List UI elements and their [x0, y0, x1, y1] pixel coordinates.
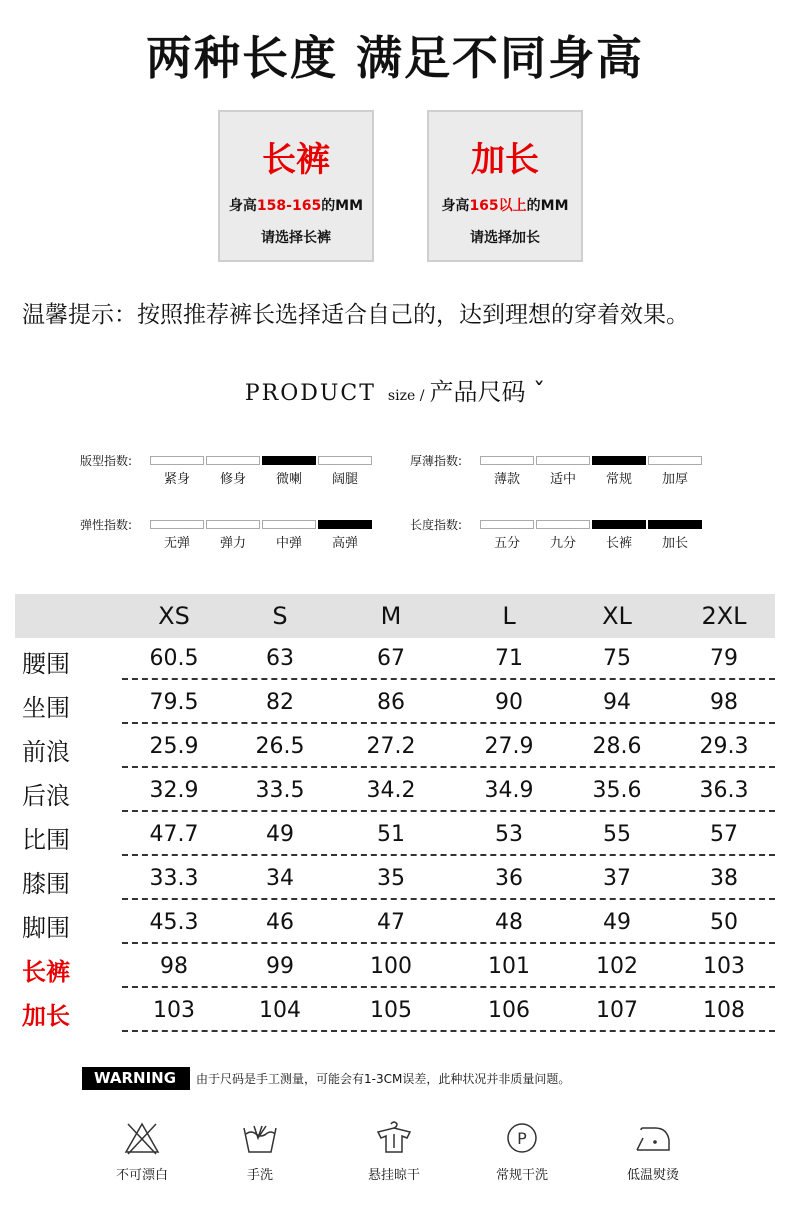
indicator-segment [592, 456, 646, 465]
table-cell: 36 [495, 866, 523, 891]
row-label: 长裤 [22, 958, 70, 986]
card-title: 加长 [471, 140, 539, 180]
table-cell: 45.3 [149, 910, 199, 935]
warning-text: 由于尺码是手工测量，可能会有1-3CM误差，此种状况并非质量问题。 [196, 1072, 571, 1086]
indicator-option: 无弹 [163, 536, 190, 551]
table-cell: 94 [603, 690, 631, 715]
table-cell: 32.9 [149, 778, 199, 803]
card-choice-line: 请选择加长 [470, 230, 540, 246]
table-cell: 49 [603, 910, 631, 935]
indicator-option: 阔腿 [331, 472, 358, 487]
table-cell: 104 [259, 998, 301, 1023]
warning-note [82, 1067, 570, 1090]
table-cell: 103 [153, 998, 195, 1023]
headline: 两种长度 满足不同身高 [145, 31, 644, 85]
indicator-option: 修身 [219, 472, 246, 487]
care-no-bleach: 不可漂白 [87, 1120, 197, 1183]
indicator-option: 薄款 [493, 472, 520, 487]
card-title: 长裤 [262, 140, 330, 180]
row-divider [122, 942, 775, 944]
indicator-option: 弹力 [219, 536, 246, 551]
table-cell: 35.6 [592, 778, 642, 803]
table-cell: 75 [603, 646, 631, 671]
table-cell: 49 [266, 822, 294, 847]
table-cell: 57 [710, 822, 738, 847]
row-label: 比围 [22, 826, 70, 854]
table-cell: 35 [377, 866, 405, 891]
indicator-option: 五分 [493, 536, 520, 551]
card-long-pants [218, 110, 374, 262]
table-cell: 79.5 [149, 690, 199, 715]
table-cell: 107 [596, 998, 638, 1023]
row-divider [122, 678, 775, 680]
size-header: L [502, 602, 516, 630]
indicator-option: 长裤 [605, 536, 632, 551]
indicator-option: 适中 [549, 472, 576, 487]
table-row [0, 772, 790, 816]
care-hand-wash: 手洗 [205, 1120, 315, 1183]
table-cell: 34.2 [366, 778, 416, 803]
table-cell: 106 [488, 998, 530, 1023]
card-height-line: 身高158-165的MM [228, 198, 364, 214]
indicator-label: 厚薄指数: [410, 454, 463, 468]
size-header: M [380, 602, 402, 630]
table-cell: 63 [266, 646, 294, 671]
table-cell: 53 [495, 822, 523, 847]
size-header: XS [158, 602, 190, 630]
indicator-label: 版型指数: [80, 454, 133, 468]
row-label: 膝围 [22, 870, 70, 898]
indicator-label: 弹性指数: [80, 518, 133, 532]
table-cell: 86 [377, 690, 405, 715]
indicator-segment [648, 456, 702, 465]
row-label: 脚围 [22, 914, 70, 942]
table-row [0, 992, 790, 1036]
table-cell: 34.9 [484, 778, 534, 803]
table-cell: 71 [495, 646, 523, 671]
table-row [0, 728, 790, 772]
table-cell: 98 [710, 690, 738, 715]
table-cell: 101 [488, 954, 530, 979]
indicator-segment [592, 520, 646, 529]
indicator-option: 高弹 [331, 536, 358, 551]
svg-text:P: P [517, 1129, 527, 1148]
table-cell: 55 [603, 822, 631, 847]
row-divider [122, 898, 775, 900]
row-divider [122, 1030, 775, 1032]
row-divider [122, 810, 775, 812]
table-cell: 33.5 [255, 778, 305, 803]
card-choice-line: 请选择长裤 [261, 230, 331, 246]
product-size-heading: PRODUCT size / 产品尺码 ˇ [244, 378, 546, 406]
indicator-segment [318, 456, 372, 465]
table-cell: 79 [710, 646, 738, 671]
indicator-segment [648, 520, 702, 529]
table-cell: 82 [266, 690, 294, 715]
indicator-option: 九分 [549, 536, 576, 551]
warning-tag: WARNING [82, 1067, 190, 1090]
table-cell: 28.6 [592, 734, 642, 759]
table-cell: 33.3 [149, 866, 199, 891]
table-cell: 100 [370, 954, 412, 979]
low-iron-icon [633, 1120, 673, 1156]
table-cell: 51 [377, 822, 405, 847]
size-header: 2XL [701, 602, 747, 630]
row-label: 后浪 [22, 782, 70, 810]
indicator-segment [318, 520, 372, 529]
size-header: XL [602, 602, 632, 630]
care-dry-clean: P 常规干洗 [467, 1120, 577, 1183]
table-cell: 47.7 [149, 822, 199, 847]
row-divider [122, 722, 775, 724]
table-cell: 47 [377, 910, 405, 935]
table-cell: 50 [710, 910, 738, 935]
indicator-option: 加长 [661, 536, 688, 551]
indicator-option: 微喇 [275, 472, 302, 487]
table-cell: 29.3 [699, 734, 749, 759]
table-row [0, 860, 790, 904]
table-cell: 98 [160, 954, 188, 979]
row-label: 加长 [22, 1002, 70, 1030]
indicator-segment [536, 456, 590, 465]
table-cell: 102 [596, 954, 638, 979]
table-cell: 27.9 [484, 734, 534, 759]
indicator-segment [262, 456, 316, 465]
indicator-segment [536, 520, 590, 529]
table-cell: 60.5 [149, 646, 199, 671]
indicator-segment [150, 456, 204, 465]
indicator-segment [150, 520, 204, 529]
indicator-segment [480, 456, 534, 465]
row-label: 腰围 [22, 650, 70, 678]
table-cell: 67 [377, 646, 405, 671]
table-row [0, 948, 790, 992]
no-bleach-icon [122, 1120, 162, 1156]
indicator-segment [206, 456, 260, 465]
table-cell: 25.9 [149, 734, 199, 759]
size-header: S [272, 602, 288, 630]
tip-text: 温馨提示：按照推荐裤长选择适合自己的，达到理想的穿着效果。 [22, 302, 689, 328]
hang-dry-icon [374, 1120, 414, 1156]
table-cell: 105 [370, 998, 412, 1023]
table-cell: 37 [603, 866, 631, 891]
indicator-option: 加厚 [661, 472, 688, 487]
card-height-line: 身高165以上的MM [441, 198, 569, 214]
indicator-segment [262, 520, 316, 529]
table-row [0, 904, 790, 948]
row-divider [122, 986, 775, 988]
dry-clean-icon [502, 1120, 542, 1156]
table-cell: 99 [266, 954, 294, 979]
table-cell: 103 [703, 954, 745, 979]
table-cell: 38 [710, 866, 738, 891]
table-cell: 26.5 [255, 734, 305, 759]
hand-wash-icon [240, 1120, 280, 1156]
row-divider [122, 766, 775, 768]
table-cell: 46 [266, 910, 294, 935]
indicator-segment [206, 520, 260, 529]
indicator-option: 中弹 [275, 536, 302, 551]
size-table-header [15, 594, 775, 638]
table-cell: 34 [266, 866, 294, 891]
table-row [0, 684, 790, 728]
table-cell: 36.3 [699, 778, 749, 803]
card-extra-long [427, 110, 583, 262]
table-row [0, 816, 790, 860]
care-low-iron: 低温熨烫 [598, 1120, 708, 1183]
table-cell: 108 [703, 998, 745, 1023]
table-cell: 48 [495, 910, 523, 935]
indicator-option: 紧身 [163, 472, 190, 487]
row-label: 前浪 [22, 738, 70, 766]
row-divider [122, 854, 775, 856]
indicator-option: 常规 [605, 472, 632, 487]
row-label: 坐围 [22, 694, 70, 722]
table-row [0, 640, 790, 684]
indicator-segment [480, 520, 534, 529]
indicator-label: 长度指数: [410, 518, 463, 532]
table-cell: 90 [495, 690, 523, 715]
care-hang-dry: 悬挂晾干 [339, 1120, 449, 1183]
table-cell: 27.2 [366, 734, 416, 759]
